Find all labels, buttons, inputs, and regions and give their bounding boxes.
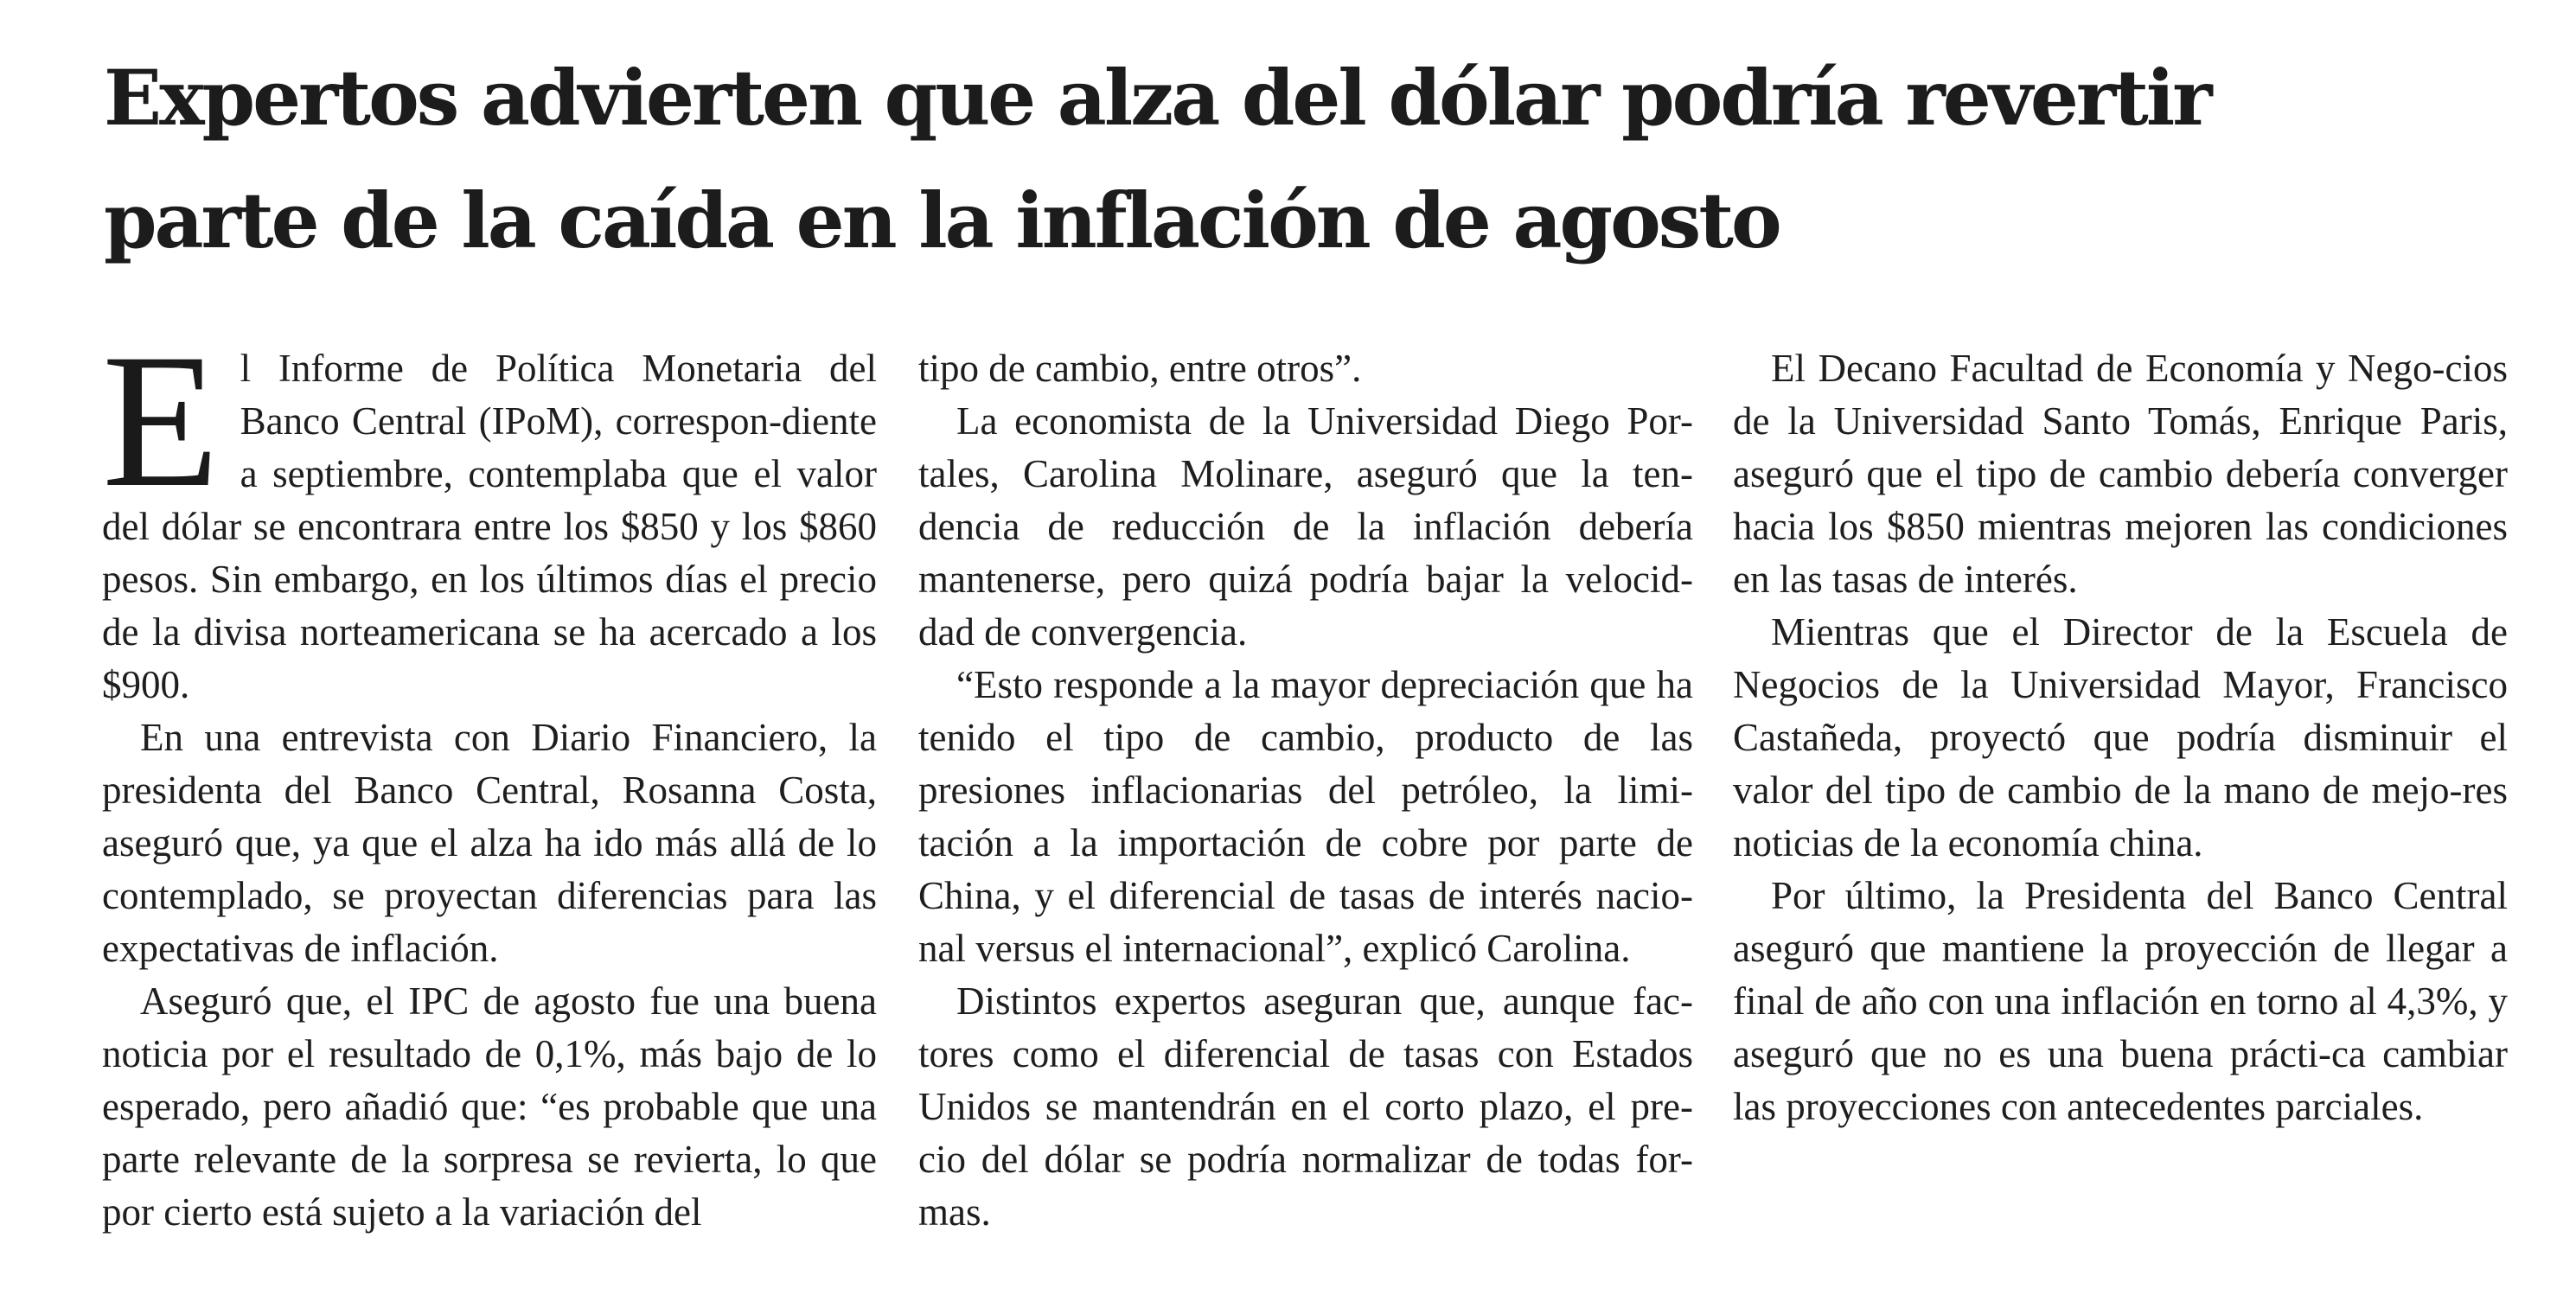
paragraph: En una entrevista con Diario Financiero, la presidenta del Banco Central, Rosanna Costa, aseguró que, ya que el alza ha ido más allá de lo contemplado, se proyectan diferencias para las expectativas de inflación.: [102, 716, 877, 970]
paragraph: “Esto responde a la mayor depreciación que ha tenido el tipo de cambio, producto de las presiones inflacionarias del petróleo, la limi-tación a la importación de cobre por parte de China, y el diferencial de tasas de interés nacio-nal versus el internacional”, explicó Carolina.: [918, 663, 1693, 970]
paragraph-continuation: tipo de cambio, entre otros”.: [918, 347, 1362, 390]
paragraph: Por último, la Presidenta del Banco Central aseguró que mantiene la proyección de llegar a final de año con una inflación en torno al 4,3%, y aseguró que no es una buena prácti-ca cambiar las proyecciones con antecedentes parciales.: [1733, 874, 2508, 1128]
paragraph-intro-text: l Informe de Política Monetaria del Banco Central (IPoM), correspon-diente a septiembre, contemplaba que el valor del dólar se encontrara entre los $850 y los $860 pesos. Sin embargo, en los últimos días el precio de la divisa norteamericana se ha acercado a los $900.: [102, 347, 877, 706]
headline-line-1: Expertos advierten que alza del dólar podría revertir: [104, 53, 2210, 143]
article-column-3: [1733, 342, 2508, 1133]
drop-cap: E: [102, 315, 220, 527]
headline-line-2: parte de la caída en la inflación de agosto: [104, 175, 1780, 265]
paragraph-intro: [102, 315, 877, 711]
paragraph: La economista de la Universidad Diego Por-tales, Carolina Molinare, aseguró que la ten-dencia de reducción de la inflación debería mantenerse, pero quizá podría bajar la velocid-dad de convergencia.: [918, 399, 1693, 654]
paragraph: Aseguró que, el IPC de agosto fue una buena noticia por el resultado de 0,1%, más bajo de lo esperado, pero añadió que: “es probable que una parte relevante de la sorpresa se revierta, lo que por cierto está sujeto a la variación del: [102, 979, 877, 1234]
article-column-1: [102, 315, 877, 1239]
paragraph: El Decano Facultad de Economía y Nego-cios de la Universidad Santo Tomás, Enrique Paris, aseguró que el tipo de cambio debería converger hacia los $850 mientras mejoren las condiciones en las tasas de interés.: [1733, 347, 2508, 601]
article-column-2: [918, 342, 1693, 1239]
paragraph: Distintos expertos aseguran que, aunque fac-tores como el diferencial de tasas con Estados Unidos se mantendrán en el corto plazo, el pre-cio del dólar se podría normalizar de todas for-mas.: [918, 979, 1693, 1234]
paragraph: Mientras que el Director de la Escuela de Negocios de la Universidad Mayor, Francisco Castañeda, proyectó que podría disminuir el valor del tipo de cambio de la mano de mejo-res noticias de la economía china.: [1733, 610, 2508, 864]
headline: [104, 36, 2490, 282]
